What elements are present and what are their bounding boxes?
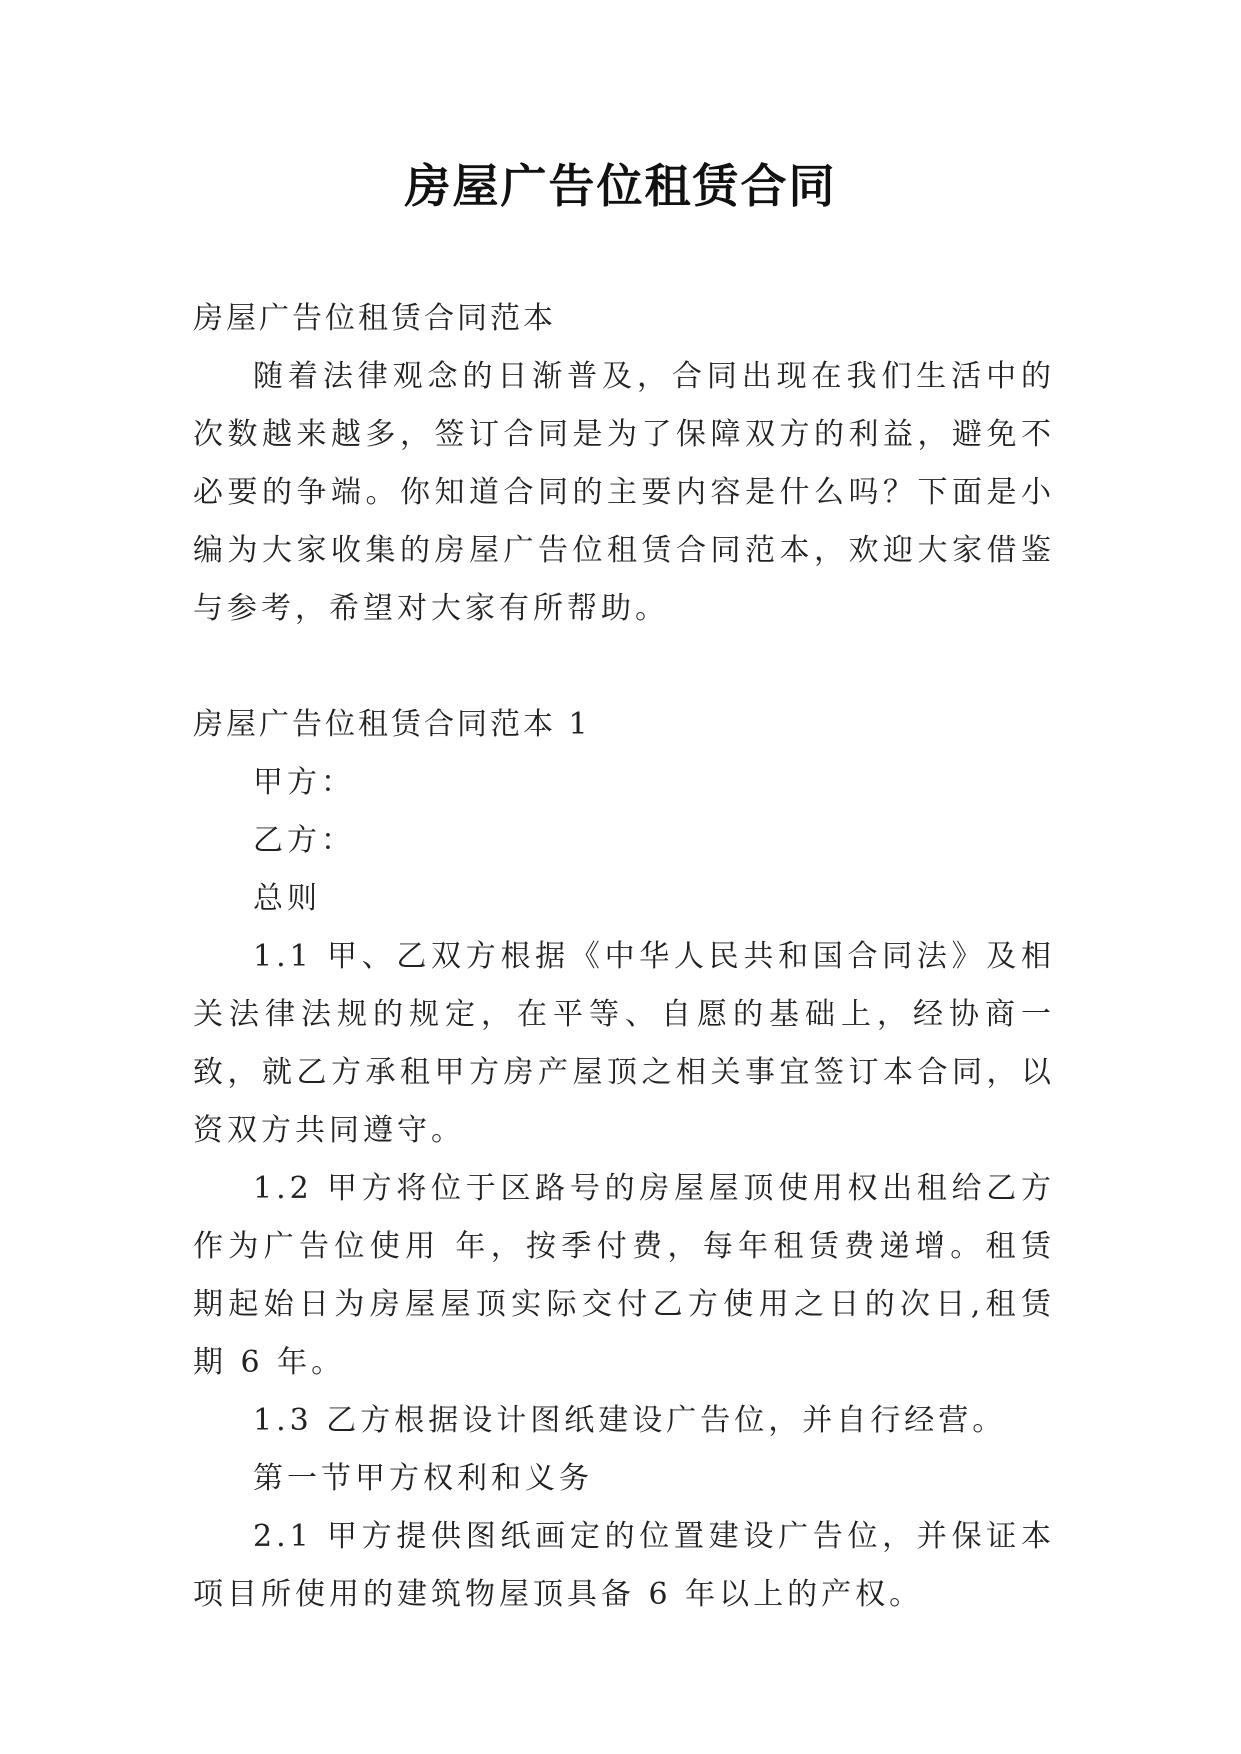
document-body: [193, 290, 1055, 1624]
party-a-label: 甲方：: [253, 765, 355, 800]
general-heading: 总则: [253, 881, 321, 916]
party-b-label: 乙方：: [253, 823, 355, 858]
paragraph-spacer: [193, 638, 1055, 696]
clause-1-2: 1.2 甲方将位于区路号的房屋屋顶使用权出租给乙方作为广告位使用 年，按季付费，每年租赁费递增。租赁期起始日为房屋屋顶实际交付乙方使用之日的次日,租赁期 6 年。: [193, 1171, 1055, 1380]
sample-heading: 房屋广告位租赁合同范本 1: [193, 707, 591, 742]
intro-paragraph: 随着法律观念的日渐普及，合同出现在我们生活中的次数越来越多，签订合同是为了保障双方的利益，避免不必要的争端。你知道合同的主要内容是什么吗？下面是小编为大家收集的房屋广告位租赁合同范本，欢迎大家借鉴与参考，希望对大家有所帮助。: [193, 359, 1055, 626]
intro-heading: 房屋广告位租赁合同范本: [193, 301, 556, 336]
document-title: 房屋广告位租赁合同: [404, 159, 837, 213]
clause-1-3: 1.3 乙方根据设计图纸建设广告位，并自行经营。: [253, 1403, 1007, 1438]
section-1-heading: 第一节甲方权利和义务: [253, 1461, 593, 1496]
clause-2-1: 2.1 甲方提供图纸画定的位置建设广告位，并保证本项目所使用的建筑物屋顶具备 6 年以上的产权。: [193, 1519, 1055, 1612]
clause-1-1: 1.1 甲、乙双方根据《中华人民共和国合同法》及相关法律法规的规定，在平等、自愿的基础上，经协商一致，就乙方承租甲方房产屋顶之相关事宜签订本合同，以资双方共同遵守。: [193, 939, 1055, 1148]
